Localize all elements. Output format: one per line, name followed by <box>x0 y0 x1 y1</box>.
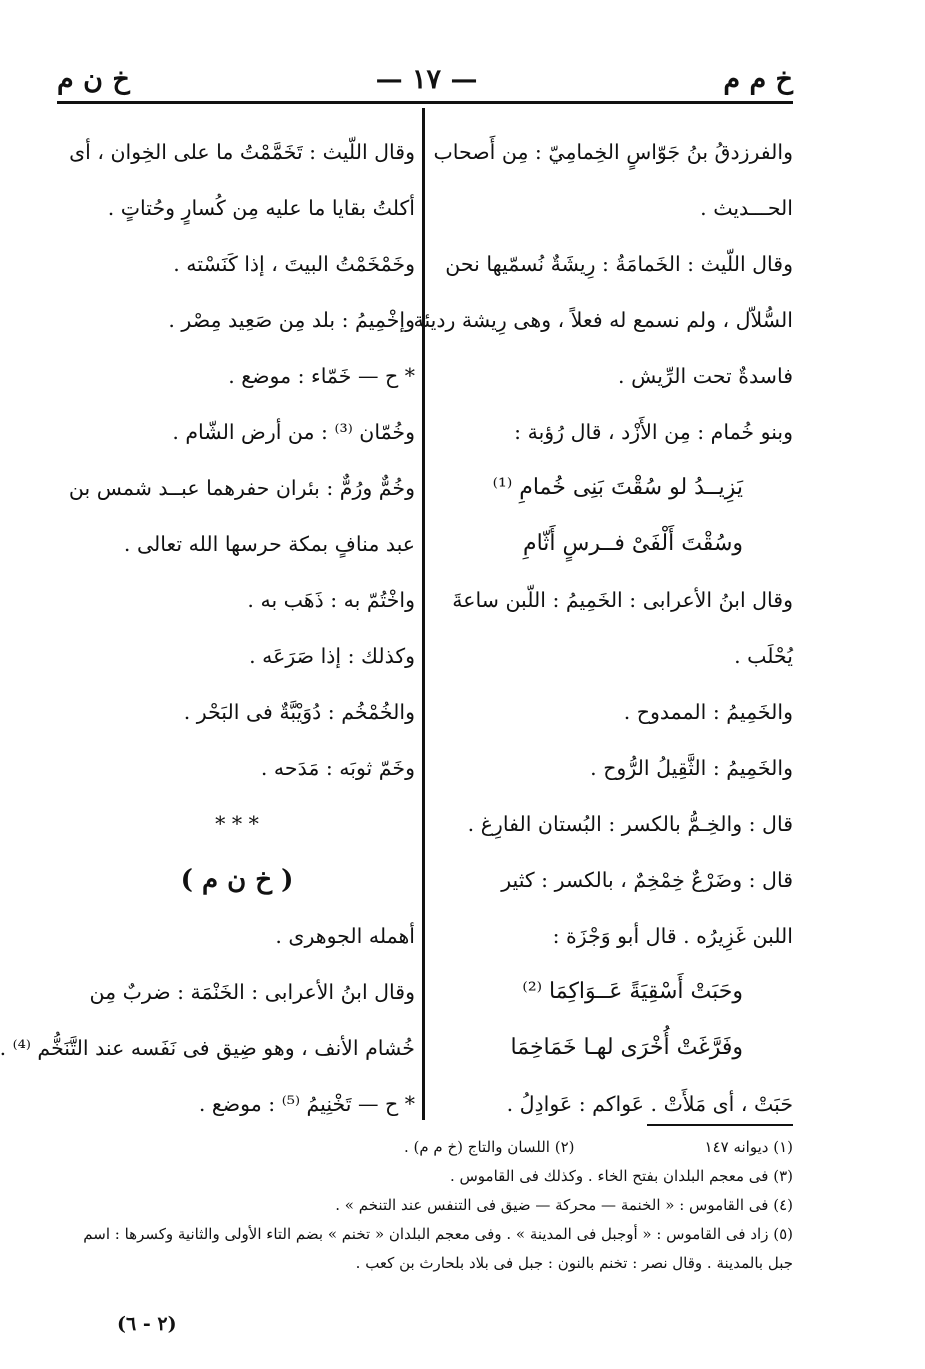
section-heading: ( خ ن م ) <box>180 865 294 895</box>
text-line: قال : والخِـمُّ بالكسر : البُستان الفارِغ . <box>467 812 793 836</box>
text-line: الحـــديث . <box>700 196 793 220</box>
page-signature: (٢ - ٦) <box>117 1313 177 1335</box>
footnote-rule <box>647 1124 793 1126</box>
text-line: وكذلك : إذا صَرَعَه . <box>249 644 415 668</box>
text-line: اللبن غَزِيرُه . قال أبو وَجْزَة : <box>552 924 793 948</box>
verse-line: يَزِيــدُ لو سُقْتَ بَنِى خُمامِ ⁽¹⁾ <box>492 475 743 500</box>
column-divider <box>422 108 425 1120</box>
header-root-right: خ م م <box>723 63 793 95</box>
text-line: حَبَتْ ، أى مَلأَتْ . عَواكم : عَوادِلُ . <box>506 1092 793 1116</box>
verse-line: وسُقْتَ أَلْفَىْ فــرسٍ أَثّامِ <box>522 531 743 556</box>
header-root-left: خ ن م <box>57 63 130 95</box>
header-rule <box>57 101 793 104</box>
text-line: * ح — خَمّاء : موضع . <box>228 364 415 388</box>
text-line: * ح — تَخْنِيمُ ⁽⁵⁾ : موضع . <box>198 1092 415 1116</box>
text-line: يُحْلَب . <box>734 644 793 668</box>
text-line: خُشام الأنف ، وهو ضِيق فى نَفَسه عند التَّنَخُّم ⁽⁴⁾ . <box>0 1036 415 1060</box>
text-line: قال : وضَرْعٌ خِمْخِمٌ ، بالكسر : كثير <box>501 868 793 892</box>
running-header <box>57 60 793 98</box>
text-line: وخُمّان ⁽³⁾ : من أرض الشّام . <box>172 420 415 444</box>
header-page-number: — ١٧ — <box>375 63 478 95</box>
text-line: والفرزدقُ بنُ جَوّاسٍ الخِمامِيّ : مِن أَصحاب <box>433 140 793 164</box>
section-separator: * * * <box>215 812 259 836</box>
text-line: وخَمّ ثوبَه : مَدَحه . <box>260 756 415 780</box>
text-line: أهمله الجوهرى . <box>275 924 415 948</box>
text-line: عبد منافٍ بمكة حرسها الله تعالى . <box>123 532 415 556</box>
text-line: وبنو خُمام : مِن الأَزْد ، قال رُؤبة : <box>514 420 793 444</box>
footnote-5-cont: جبل بالمدينة . وقال نصر : تخنم بالنون : جبل فى بلاد بلحارث بن كعب . <box>355 1254 793 1272</box>
footnote-3: (٣) فى معجم البلدان بفتح الخاء . وكذلك فى القاموس . <box>449 1167 793 1185</box>
text-line: وخُمٌّ ورُمٌّ : بئران حفرهما عبــد شمس بن <box>68 476 415 500</box>
text-line: السُّلاّل ، ولم نسمع له فعلاً ، وهى رِيشة رديئة <box>413 308 793 332</box>
text-line: وإخْمِيمُ : بلد مِن صَعِيد مِصْر . <box>168 308 415 332</box>
footnote-row <box>57 1133 793 1162</box>
verse-line: وفَرَّغَتْ أُخْرَى لهـا خَمَاخِمَا <box>510 1035 743 1060</box>
right-column <box>413 124 793 1132</box>
text-line: وقال ابنُ الأعرابى : الخَنْمَة : ضربٌ مِن <box>89 980 415 1004</box>
text-line: وقال اللّيث : تَخَمَّمْتُ ما على الخِوان ، أى <box>69 140 415 164</box>
text-line: والخَمِيمُ : الثَّقِيلُ الرُّوح . <box>590 756 793 780</box>
text-line: فاسدةٌ تحت الرِّيش . <box>618 364 793 388</box>
left-column <box>0 124 415 1132</box>
footnote-4: (٤) فى القاموس : « الخنمة — محركة — ضيق فى التنفس عند التنخم » . <box>335 1196 793 1214</box>
text-line: واخْتُمّ به : ذَهَب به . <box>247 588 415 612</box>
footnotes <box>57 1133 793 1278</box>
verse-line: وحَبَتْ أَسْقِيَةً عَــوَاكِمَا ⁽²⁾ <box>522 979 743 1004</box>
footnote-1: (١) ديوانه ١٤٧ <box>704 1138 793 1156</box>
footnote-2: (٢) اللسان والتاج (خ م م) . <box>403 1138 575 1156</box>
footnote-5: (٥) زاد فى القاموس : « أوجبل فى المدينة » . وفى معجم البلدان « تخنم » بضم التاء الأولى والثانية وكسرها : اسم <box>83 1225 793 1243</box>
text-line: والخُمْخُم : دُوَيْبَّةٌ فى البَحْر . <box>183 700 415 724</box>
text-line: والخَمِيمُ : الممدوح . <box>623 700 793 724</box>
text-line: وخَمْخَمْتُ البيتَ ، إذا كَنَسْته . <box>173 252 415 276</box>
text-line: وقال اللّيث : الخَمامَةُ : رِيشَةٌ نُسمّيها نحن <box>445 252 793 276</box>
text-line: أكلتُ بقايا ما عليه مِن كُسارٍ وحُتاتٍ . <box>107 196 415 220</box>
text-line: وقال ابنُ الأعرابى : الخَمِيمُ : اللّبن ساعةَ <box>452 588 793 612</box>
